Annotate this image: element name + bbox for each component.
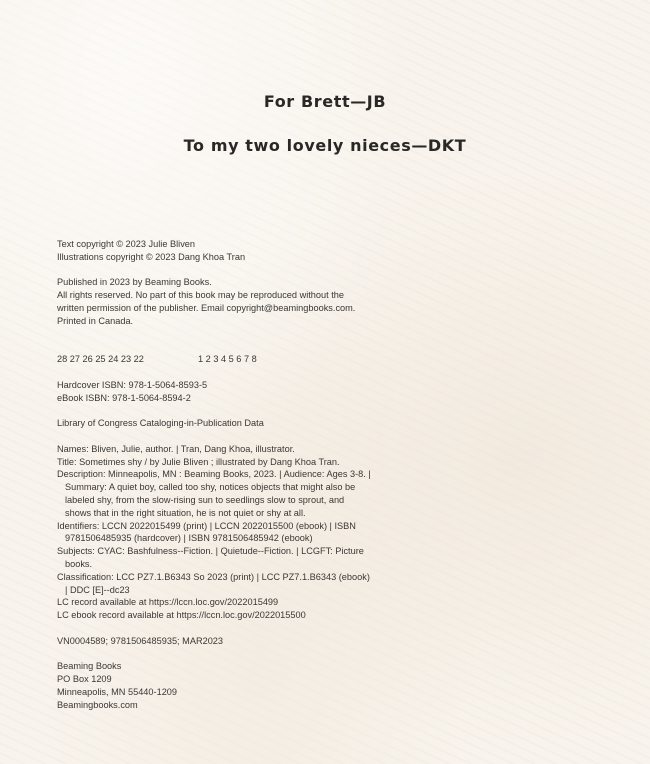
text-copyright: Text copyright © 2023 Julie Bliven bbox=[57, 239, 196, 249]
published-line: Published in 2023 by Beaming Books. bbox=[57, 277, 212, 288]
printed-in: Printed in Canada. bbox=[57, 315, 134, 326]
hardcover-isbn: Hardcover ISBN: 978-1-5064-8593-5 bbox=[57, 379, 208, 390]
address-line: Beamingbooks.com bbox=[57, 699, 138, 710]
cip-line: Title: Sometimes shy / by Julie Bliven ; illustrated by Dang Khoa Tran. bbox=[57, 456, 340, 467]
cip-data bbox=[57, 443, 417, 622]
illustrations-copyright: Illustrations copyright © 2023 Dang Khoa Tran bbox=[57, 251, 246, 262]
cip-line: Classification: LCC PZ7.1.B6343 So 2023 (print) | LCC PZ7.1.B6343 (ebook) bbox=[57, 571, 370, 582]
cip-line: Summary: A quiet boy, called too shy, notices objects that might also be bbox=[65, 482, 356, 493]
cip-line: Description: Minneapolis, MN : Beaming Books, 2023. | Audience: Ages 3-8. | bbox=[57, 469, 371, 480]
dedication-jb: For Brett—JB bbox=[263, 92, 387, 111]
cip-line: shows that in the right situation, he is not quiet or shy at all. bbox=[65, 507, 306, 518]
cip-line: books. bbox=[65, 558, 93, 569]
dedication-dkt: To my two lovely nieces—DKT bbox=[183, 136, 467, 155]
rights-line-2: written permission of the publisher. Email copyright@beamingbooks.com. bbox=[57, 302, 356, 313]
copyright-block bbox=[57, 238, 417, 711]
print-line-years: 28 27 26 25 24 23 22 bbox=[57, 354, 144, 365]
cip-line: Names: Bliven, Julie, author. | Tran, Dang Khoa, illustrator. bbox=[57, 443, 295, 454]
ebook-isbn: eBook ISBN: 978-1-5064-8594-2 bbox=[57, 392, 191, 403]
address-line: Beaming Books bbox=[57, 661, 122, 672]
cip-line: | DDC [E]--dc23 bbox=[65, 584, 130, 595]
cip-heading: Library of Congress Cataloging-in-Publication Data bbox=[57, 418, 264, 429]
cip-line: LC record available at https://lccn.loc.gov/2022015499 bbox=[57, 597, 279, 608]
cip-line: labeled shy, from the slow-rising sun to seedlings slow to sprout, and bbox=[65, 494, 345, 505]
address-line: PO Box 1209 bbox=[57, 674, 112, 685]
address-line: Minneapolis, MN 55440-1209 bbox=[57, 686, 178, 697]
vn-line: VN0004589; 9781506485935; MAR2023 bbox=[57, 635, 224, 646]
print-line-numbers: 1 2 3 4 5 6 7 8 bbox=[198, 354, 257, 365]
cip-line: Identifiers: LCCN 2022015499 (print) | LCCN 2022015500 (ebook) | ISBN bbox=[57, 520, 356, 531]
cip-line: LC ebook record available at https://lccn.loc.gov/2022015500 bbox=[57, 610, 306, 621]
publisher-address bbox=[57, 660, 417, 711]
cip-line: Subjects: CYAC: Bashfulness--Fiction. | Quietude--Fiction. | LCGFT: Picture bbox=[57, 546, 364, 557]
print-line bbox=[57, 353, 417, 366]
rights-line-1: All rights reserved. No part of this book may be reproduced without the bbox=[57, 290, 345, 301]
cip-line: 9781506485935 (hardcover) | ISBN 9781506485942 (ebook) bbox=[65, 533, 313, 544]
